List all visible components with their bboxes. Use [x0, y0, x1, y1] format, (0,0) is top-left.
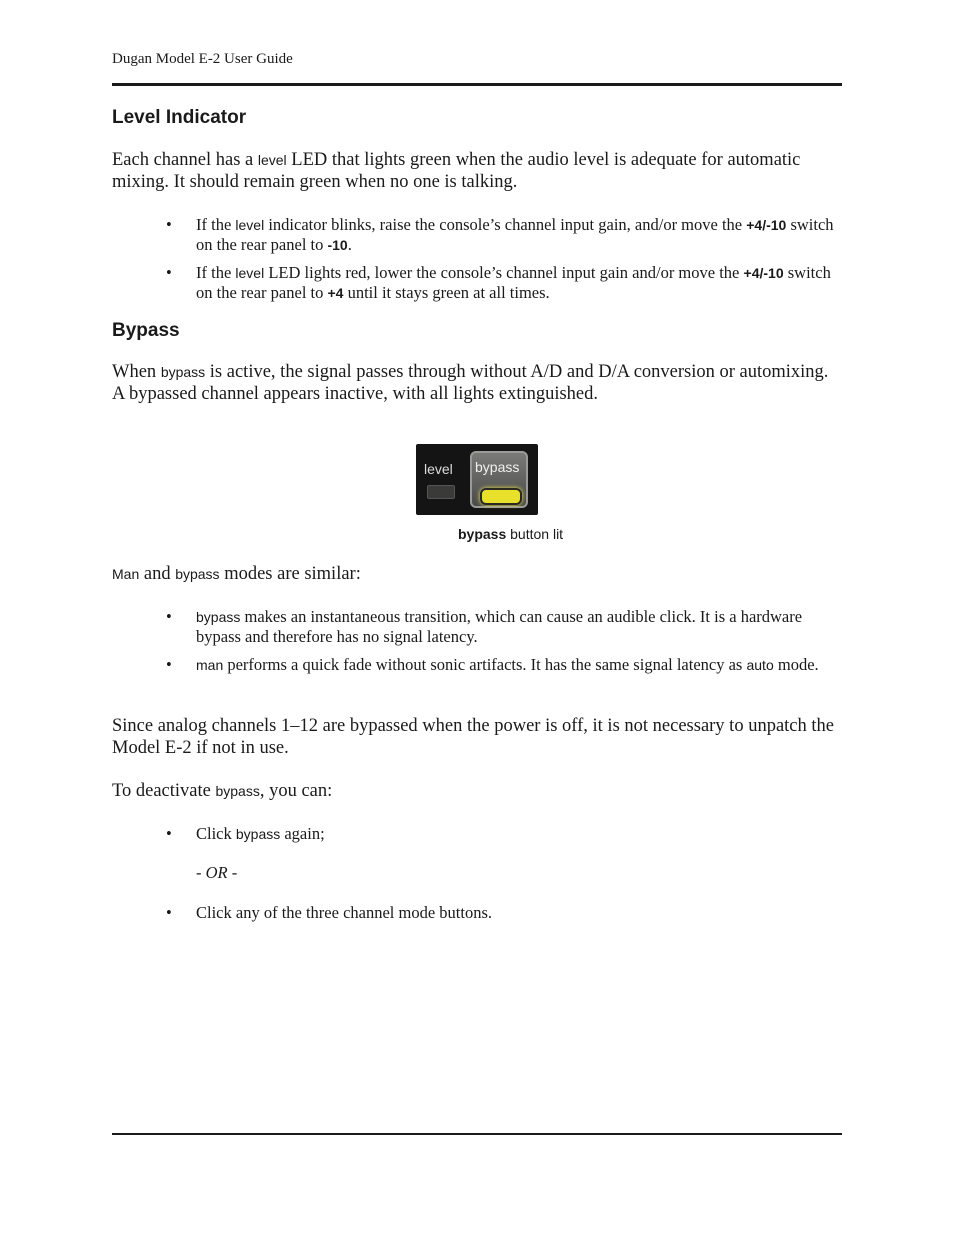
list-item: • bypass makes an instantaneous transition, which can cause an audible click. It is a hardware bypass and therefore has no signal latency. — [166, 607, 803, 646]
deactivate-bullet-1 — [166, 824, 842, 844]
list-item: • Click bypass again; — [166, 824, 325, 843]
list-item: • If the level indicator blinks, raise the console’s channel input gain, and/or move the +4/-10 switch on the rear panel to -10. — [166, 215, 834, 254]
level-bullet-list — [166, 215, 842, 303]
bypass-led-icon — [480, 488, 522, 505]
section-heading-level-indicator: Level Indicator — [112, 107, 247, 128]
figure-bypass-button — [470, 451, 528, 508]
figure-caption: bypass button lit — [458, 526, 564, 542]
bypass-intro-paragraph: When bypass is active, the signal passes through without A/D and D/A conversion or automixing. A bypassed channel appears inactive, with all lights extinguished. — [112, 362, 829, 404]
figure-level-label: level — [424, 461, 453, 477]
running-header: Dugan Model E-2 User Guide — [112, 51, 293, 67]
deactivate-paragraph: To deactivate bypass, you can: — [112, 781, 333, 801]
power-off-paragraph: Since analog channels 1–12 are bypassed when the power is off, it is not necessary to unpatch the Model E-2 if not in use. — [112, 716, 834, 758]
level-led-icon — [427, 485, 455, 499]
footer-rule — [112, 1133, 842, 1135]
modes-similar-paragraph: Man and bypass modes are similar: — [112, 564, 361, 584]
figure-bypass-label: bypass — [475, 459, 520, 475]
list-item: • If the level LED lights red, lower the console’s channel input gain and/or move the +4/-10 switch on the rear panel to +4 until it stays green at all times. — [166, 263, 831, 302]
header-rule — [112, 83, 842, 86]
deactivate-bullet-2 — [166, 903, 842, 923]
list-item: • Click any of the three channel mode buttons. — [166, 903, 493, 922]
keyword-level: level — [257, 152, 287, 168]
or-separator: - OR - — [196, 863, 238, 882]
list-item: • man performs a quick fade without sonic artifacts. It has the same signal latency as auto mode. — [166, 655, 819, 674]
modes-bullet-list — [166, 607, 842, 675]
level-intro-paragraph: Each channel has a level LED that lights green when the audio level is adequate for automatic mixing. It should remain green when no one is talking. — [112, 150, 801, 192]
section-heading-bypass: Bypass — [112, 320, 180, 341]
bypass-button-figure — [416, 444, 538, 515]
